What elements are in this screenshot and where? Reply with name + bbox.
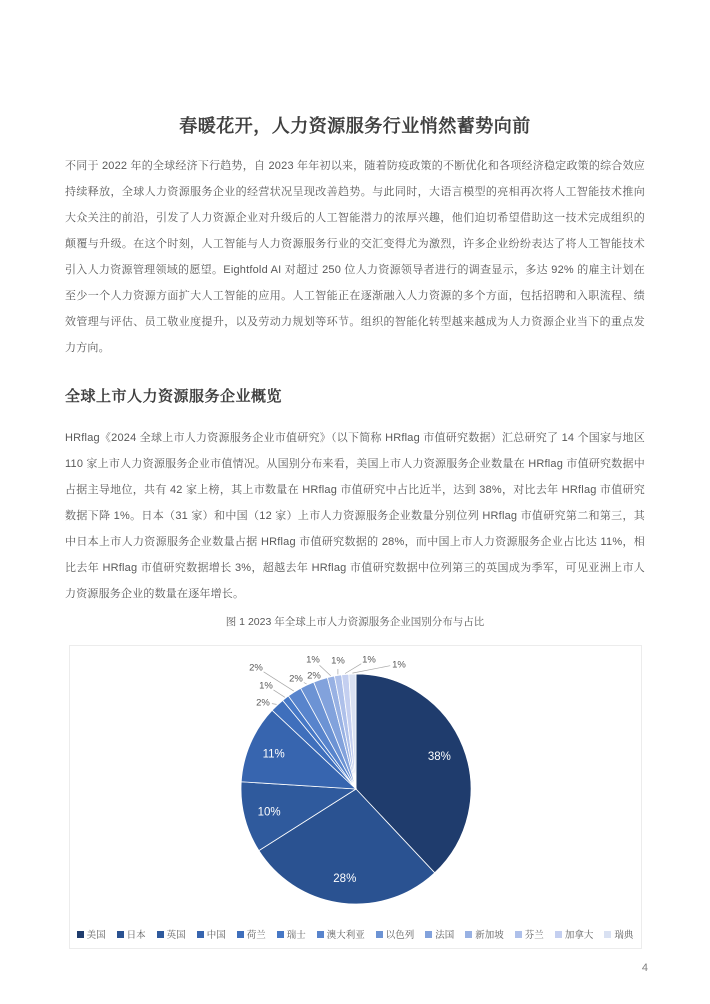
legend-label: 美国 [86, 930, 106, 941]
intro-paragraph: 不同于 2022 年的全球经济下行趋势，自 2023 年年初以来，随着防疫政策的不断优化和各项经济稳定政策的综合效应持续释放，全球人力资源服务企业的经营状况呈现改善趋势。与此同时，大语言模型的亮相再次将人工智能技术推向大众关注的前沿，引发了人力资源企业对升级后的人工智能潜力的浓厚兴趣，他们迫切希望借助这一技术完成组织的颠覆与升级。在这个时刻，人工智能与人力资源服务行业的交汇变得尤为激烈，许多企业纷纷表达了将人工智能技术引入人力资源管理领域的愿望。Eightfold AI 对超过 250 位人力资源领导者进行的调查显示，多达 92% 的雇主计划在至少一个人力资源方面扩大人工智能的应用。人工智能正在逐渐融入人力资源的多个方面，包括招聘和入职流程、绩效管理与评估、员工敬业度提升，以及劳动力规划等环节。组织的智能化转型越来越成为人力资源企业当下的重点发力方向。 [65, 160, 645, 354]
pie-label-outside-以色列: 2% [288, 673, 303, 685]
pie-chart [70, 646, 641, 948]
legend-swatch-icon [77, 931, 84, 938]
legend-item-中国 [197, 927, 226, 941]
legend-label: 新加坡 [475, 930, 504, 941]
pie-label-outside-芬兰: 1% [330, 655, 345, 667]
legend-swatch-icon [197, 931, 204, 938]
legend-swatch-icon [317, 931, 324, 938]
legend-item-英国 [157, 927, 186, 941]
legend-swatch-icon [117, 931, 124, 938]
legend-label: 荷兰 [246, 930, 266, 941]
legend-swatch-icon [237, 931, 244, 938]
legend-swatch-icon [604, 931, 611, 938]
pie-label-outside-法国: 2% [306, 670, 321, 682]
legend-item-日本 [117, 927, 146, 941]
legend-swatch-icon [555, 931, 562, 938]
pie-label-outside-瑞士: 1% [258, 680, 273, 692]
legend-item-瑞典 [604, 927, 633, 941]
legend-item-新加坡 [465, 927, 504, 941]
legend-item-澳大利亚 [317, 927, 365, 941]
legend-item-美国 [77, 927, 106, 941]
pie-label-outside-荷兰: 2% [255, 697, 270, 709]
legend-label: 英国 [166, 930, 186, 941]
legend-label: 瑞典 [614, 930, 634, 941]
legend-swatch-icon [465, 931, 472, 938]
pie-leader-line [273, 690, 284, 697]
chart-container [69, 645, 642, 949]
page-title: 春暖花开，人力资源服务行业悄然蓄势向前 [179, 116, 531, 136]
chart-legend [70, 927, 641, 941]
legend-item-加拿大 [555, 927, 594, 941]
legend-label: 瑞士 [286, 930, 306, 941]
pie-leader-line [319, 665, 330, 676]
page-number: 4 [641, 962, 648, 974]
pie-label-inside-中国: 11% [262, 748, 285, 761]
pie-leader-line [303, 683, 306, 685]
legend-swatch-icon [376, 931, 383, 938]
legend-swatch-icon [425, 931, 432, 938]
legend-label: 澳大利亚 [326, 930, 365, 941]
legend-swatch-icon [277, 931, 284, 938]
pie-leader-line [271, 704, 276, 705]
pie-label-outside-新加坡: 1% [305, 654, 320, 666]
overview-paragraph: HRflag《2024 全球上市人力资源服务企业市值研究》（以下简称 HRflag 市值研究数据）汇总研究了 14 个国家与地区 110 家上市人力资源服务企业市值情况。从国别分布来看，美国上市人力资源服务企业数量在 HRflag 市值研究数据中占据主导地位，共有 42 家上榜，其上市数量在 HRflag 市值研究中占比近半，达到 38%，对比去年 HRflag 市值研究数据下降 1%。日本（31 家）和中国（12 家）上市人力资源服务企业数量分别位列 HRflag 市值研究第二和第三，其中日本上市人力资源服务企业数量占据 HRflag 市值研究数据的 28%，而中国上市人力资源服务企业占比达 11%，相比去年 HRflag 市值研究数据增长 3%，超越去年 HRflag 市值研究数据中位列第三的英国成为季军，可见亚洲上市人力资源服务企业的数量在逐年增长。 [65, 432, 645, 600]
section-heading: 全球上市人力资源服务企业概览 [65, 388, 283, 405]
pie-label-inside-美国: 38% [427, 751, 451, 763]
legend-swatch-icon [515, 931, 522, 938]
legend-item-以色列 [376, 927, 415, 941]
legend-label: 日本 [126, 930, 146, 941]
pie-label-outside-加拿大: 1% [361, 654, 376, 666]
pie-label-inside-日本: 28% [332, 873, 356, 885]
legend-item-芬兰 [515, 927, 544, 941]
pie-label-outside-瑞典: 1% [391, 659, 406, 671]
pie-label-outside-澳大利亚: 2% [248, 662, 263, 674]
legend-item-瑞士 [277, 927, 306, 941]
pie-label-inside-英国: 10% [257, 806, 281, 819]
legend-item-荷兰 [237, 927, 266, 941]
legend-label: 中国 [206, 930, 226, 941]
legend-item-法国 [425, 927, 454, 941]
legend-label: 以色列 [385, 930, 415, 941]
figure-caption: 图 1 2023 年全球上市人力资源服务企业国别分布与占比 [225, 616, 485, 628]
legend-swatch-icon [157, 931, 164, 938]
legend-label: 加拿大 [564, 930, 594, 941]
legend-label: 芬兰 [524, 930, 544, 941]
legend-label: 法国 [435, 930, 455, 941]
pie-leader-line [352, 666, 390, 673]
